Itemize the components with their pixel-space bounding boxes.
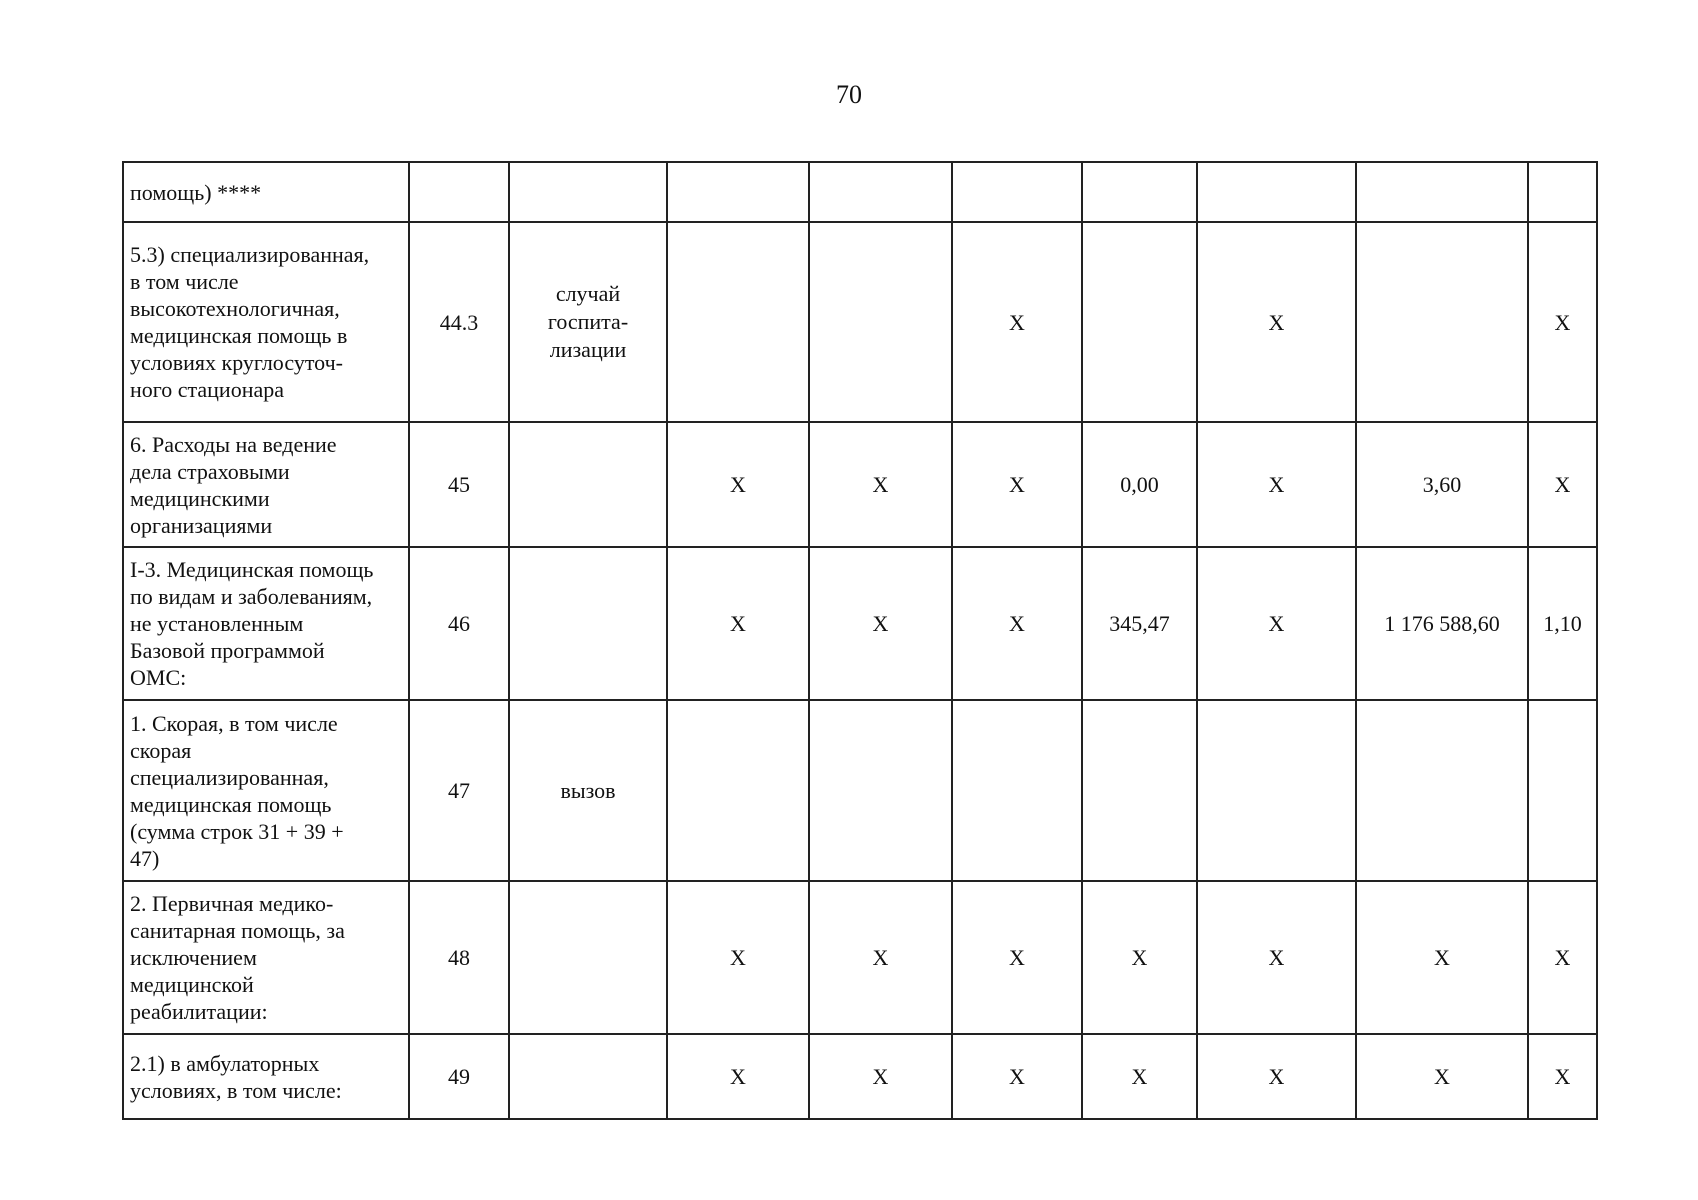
value-cell: [1356, 700, 1528, 881]
table-row: [123, 547, 1597, 700]
row-code-cell: 48: [409, 881, 509, 1034]
row-name-cell: 2.1) в амбулаторных условиях, в том числе:: [123, 1034, 409, 1119]
value-cell: Х: [809, 881, 952, 1034]
value-cell: [1197, 700, 1356, 881]
value-cell: [1528, 162, 1597, 222]
value-cell: [809, 222, 952, 422]
page-number: 70: [836, 80, 862, 109]
value-cell: [1528, 700, 1597, 881]
table-row: [123, 162, 1597, 222]
value-cell: Х: [667, 422, 809, 547]
row-code-cell: 45: [409, 422, 509, 547]
row-name-cell: помощь) ****: [123, 162, 409, 222]
row-code-cell: 46: [409, 547, 509, 700]
value-cell: [1197, 162, 1356, 222]
value-cell: [952, 700, 1082, 881]
row-code-cell: 47: [409, 700, 509, 881]
value-cell: Х: [1528, 1034, 1597, 1119]
row-unit-cell: [509, 881, 667, 1034]
value-cell: Х: [1197, 1034, 1356, 1119]
row-unit-cell: [509, 422, 667, 547]
row-unit-cell: вызов: [509, 700, 667, 881]
value-cell: [1082, 222, 1197, 422]
value-cell: Х: [1197, 881, 1356, 1034]
value-cell: Х: [667, 547, 809, 700]
value-cell: [1082, 700, 1197, 881]
value-cell: [667, 222, 809, 422]
data-table: [122, 161, 1598, 1120]
table-row: [123, 700, 1597, 881]
value-cell: 345,47: [1082, 547, 1197, 700]
row-name-cell: 5.3) специализированная, в том числе высокотехнологичная, медицинская помощь в условиях круглосуточ- ного стационара: [123, 222, 409, 422]
value-cell: Х: [952, 547, 1082, 700]
row-code-cell: [409, 162, 509, 222]
value-cell: 3,60: [1356, 422, 1528, 547]
value-cell: Х: [1528, 881, 1597, 1034]
value-cell: Х: [952, 422, 1082, 547]
value-cell: [809, 162, 952, 222]
value-cell: [1082, 162, 1197, 222]
row-name-cell: 1. Скорая, в том числе скорая специализированная, медицинская помощь (сумма строк 31 + 39 + 47): [123, 700, 409, 881]
value-cell: Х: [809, 422, 952, 547]
row-name-cell: 6. Расходы на ведение дела страховыми медицинскими организациями: [123, 422, 409, 547]
value-cell: Х: [952, 881, 1082, 1034]
value-cell: [1356, 162, 1528, 222]
table-row: [123, 1034, 1597, 1119]
row-unit-cell: [509, 547, 667, 700]
value-cell: Х: [952, 222, 1082, 422]
value-cell: [952, 162, 1082, 222]
row-code-cell: 49: [409, 1034, 509, 1119]
value-cell: Х: [952, 1034, 1082, 1119]
value-cell: [667, 700, 809, 881]
value-cell: [1356, 222, 1528, 422]
value-cell: 1 176 588,60: [1356, 547, 1528, 700]
value-cell: Х: [1197, 422, 1356, 547]
row-unit-cell: [509, 1034, 667, 1119]
row-code-cell: 44.3: [409, 222, 509, 422]
value-cell: Х: [1528, 222, 1597, 422]
value-cell: [809, 700, 952, 881]
value-cell: Х: [1082, 881, 1197, 1034]
row-name-cell: 2. Первичная медико- санитарная помощь, за исключением медицинской реабилитации:: [123, 881, 409, 1034]
value-cell: Х: [667, 1034, 809, 1119]
value-cell: Х: [809, 547, 952, 700]
value-cell: 0,00: [1082, 422, 1197, 547]
value-cell: Х: [1356, 881, 1528, 1034]
table-row: [123, 881, 1597, 1034]
value-cell: Х: [1197, 222, 1356, 422]
value-cell: Х: [667, 881, 809, 1034]
value-cell: Х: [809, 1034, 952, 1119]
row-name-cell: I-3. Медицинская помощь по видам и заболеваниям, не установленным Базовой программой ОМС:: [123, 547, 409, 700]
value-cell: Х: [1082, 1034, 1197, 1119]
table-row: [123, 422, 1597, 547]
table-row: [123, 222, 1597, 422]
value-cell: Х: [1528, 422, 1597, 547]
value-cell: Х: [1356, 1034, 1528, 1119]
row-unit-cell: случай госпита- лизации: [509, 222, 667, 422]
value-cell: 1,10: [1528, 547, 1597, 700]
value-cell: Х: [1197, 547, 1356, 700]
value-cell: [667, 162, 809, 222]
row-unit-cell: [509, 162, 667, 222]
